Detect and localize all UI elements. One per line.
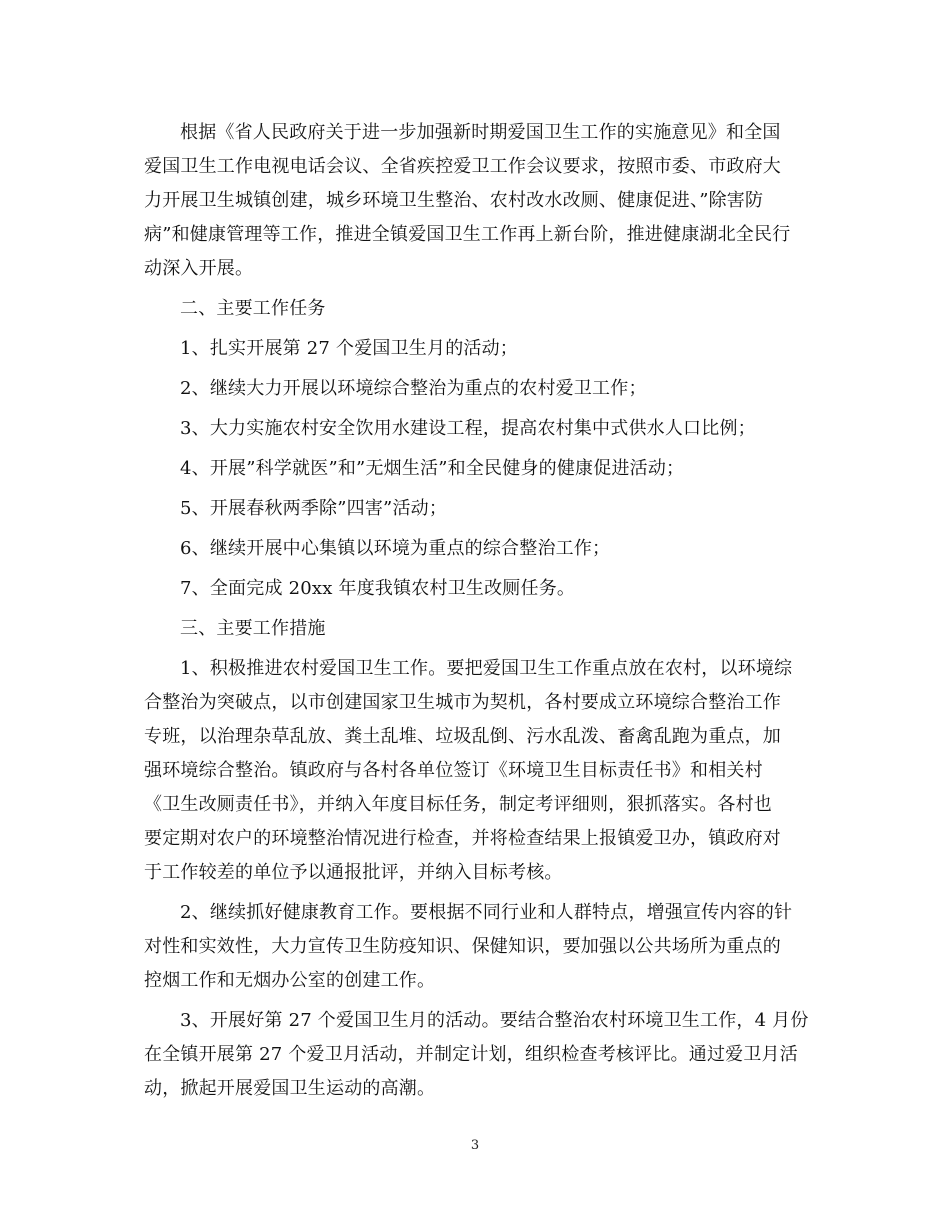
section-heading-measures: 三、主要工作措施 bbox=[180, 618, 326, 639]
text-line: 对性和实效性，大力宣传卫生防疫知识、保健知识，要加强以公共场所为重点的 bbox=[144, 936, 781, 957]
measure-paragraph-1 bbox=[144, 652, 806, 890]
intro-paragraph bbox=[144, 116, 806, 286]
task-item: 3、大力实施农村安全饮用水建设工程，提高农村集中式供水人口比例； bbox=[180, 418, 756, 439]
text-line: 《卫生改厕责任书》，并纳入年度目标任务，制定考评细则，狠抓落实。各村也 bbox=[144, 794, 772, 815]
text-line: 在全镇开展第 27 个爱卫月活动，并制定计划，组织检查考核评比。通过爱卫月活 bbox=[144, 1044, 798, 1065]
text-line: 3、开展好第 27 个爱国卫生月的活动。要结合整治农村环境卫生工作，4 月份 bbox=[180, 1010, 809, 1031]
task-list bbox=[144, 332, 806, 606]
page-number: 3 bbox=[470, 1138, 480, 1153]
text-line: 动，掀起开展爱国卫生运动的高潮。 bbox=[144, 1078, 436, 1099]
text-line: 要定期对农户的环境整治情况进行检查，并将检查结果上报镇爱卫办，镇政府对 bbox=[144, 828, 781, 849]
text-line: 根据《省人民政府关于进一步加强新时期爱国卫生工作的实施意见》和全国 bbox=[180, 122, 781, 143]
task-item: 5、开展春秋两季除”四害”活动； bbox=[180, 498, 448, 519]
measure-paragraph-2 bbox=[144, 896, 806, 998]
text-line: 控烟工作和无烟办公室的创建工作。 bbox=[144, 970, 436, 991]
task-item: 7、全面完成 20xx 年度我镇农村卫生改厕任务。 bbox=[180, 578, 576, 599]
text-line: 动深入开展。 bbox=[144, 258, 254, 279]
text-line: 合整治为突破点，以市创建国家卫生城市为契机，各村要成立环境综合整治工作 bbox=[144, 692, 781, 713]
text-line: 1、积极推进农村爱国卫生工作。要把爱国卫生工作重点放在农村，以环境综 bbox=[180, 658, 793, 679]
text-line: 于工作较差的单位予以通报批评，并纳入目标考核。 bbox=[144, 862, 563, 883]
measure-paragraph-3 bbox=[144, 1004, 809, 1106]
text-line: 爱国卫生工作电视电话会议、全省疾控爱卫工作会议要求，按照市委、市政府大 bbox=[144, 156, 781, 177]
task-item: 6、继续开展中心集镇以环境为重点的综合整治工作； bbox=[180, 538, 611, 559]
text-line: 病”和健康管理等工作，推进全镇爱国卫生工作再上新台阶，推进健康湖北全民行 bbox=[144, 224, 791, 245]
text-line: 专班，以治理杂草乱放、粪土乱堆、垃圾乱倒、污水乱泼、畜禽乱跑为重点，加 bbox=[144, 726, 781, 747]
text-line: 2、继续抓好健康教育工作。要根据不同行业和人群特点，增强宣传内容的针 bbox=[180, 902, 793, 923]
task-item: 4、开展”科学就医”和”无烟生活”和全民健身的健康促进活动； bbox=[180, 458, 685, 479]
task-item: 1、扎实开展第 27 个爱国卫生月的活动； bbox=[180, 338, 518, 359]
text-line: 强环境综合整治。镇政府与各村各单位签订《环境卫生目标责任书》和相关村 bbox=[144, 760, 763, 781]
task-item: 2、继续大力开展以环境综合整治为重点的农村爱卫工作； bbox=[180, 378, 647, 399]
document-body bbox=[144, 116, 809, 1106]
section-heading-tasks: 二、主要工作任务 bbox=[180, 298, 326, 319]
text-line: 力开展卫生城镇创建，城乡环境卫生整治、农村改水改厕、健康促进、”除害防 bbox=[144, 190, 764, 211]
